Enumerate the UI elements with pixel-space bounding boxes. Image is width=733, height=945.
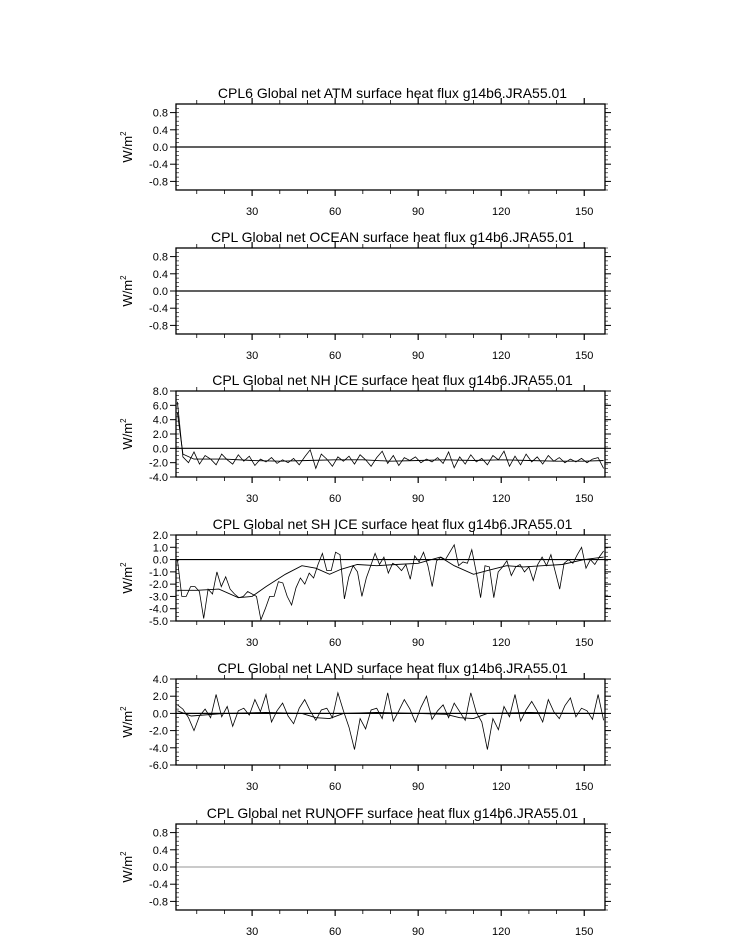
y-tick-label: -0.8 xyxy=(149,176,168,189)
y-tick-label: 4.0 xyxy=(152,414,168,427)
y-tick-label: -4.0 xyxy=(149,742,168,755)
panel-3 xyxy=(119,372,611,505)
x-tick-label: 90 xyxy=(412,781,425,793)
x-tick-label: 120 xyxy=(492,493,511,505)
y-tick-label: -0.8 xyxy=(149,896,168,909)
x-tick-label: 120 xyxy=(492,350,511,362)
y-tick-label: -2.0 xyxy=(149,457,168,470)
y-axis-label-superscript: 2 xyxy=(119,131,128,136)
y-tick-label: 0.0 xyxy=(152,862,168,874)
y-tick-label: 2.0 xyxy=(152,530,168,542)
panel-5 xyxy=(119,660,611,793)
panel-1 xyxy=(119,85,611,218)
y-tick-label: -2.0 xyxy=(149,579,168,592)
y-tick-label: 4.0 xyxy=(152,674,168,686)
y-tick-label: 0.0 xyxy=(152,708,168,721)
y-tick-label: 0.4 xyxy=(152,124,168,137)
y-axis-label: $W/m^2$ xyxy=(119,562,135,594)
x-tick-label: 120 xyxy=(492,926,511,938)
x-tick-label: 60 xyxy=(329,206,342,218)
y-tick-label: -0.4 xyxy=(149,879,168,892)
panel-title: CPL Global net SH ICE surface heat flux g14b6.JRA55.01 xyxy=(212,516,573,532)
x-tick-label: 90 xyxy=(412,493,425,505)
panel-title: CPL Global net OCEAN surface heat flux g14b6.JRA55.01 xyxy=(211,229,574,245)
y-tick-label: -5.0 xyxy=(149,616,168,628)
y-tick-label: -2.0 xyxy=(149,725,168,738)
panel-title: CPL Global net LAND surface heat flux g14b6.JRA55.01 xyxy=(217,660,568,676)
panel-title: CPL6 Global net ATM surface heat flux g14b6.JRA55.01 xyxy=(217,85,568,101)
y-tick-label: -3.0 xyxy=(149,591,168,604)
y-tick-label: -0.4 xyxy=(149,159,168,172)
x-tick-label: 150 xyxy=(575,206,594,218)
y-axis-label: $W/m^2$ xyxy=(119,851,135,883)
y-tick-label: 0.0 xyxy=(152,443,168,456)
x-tick-label: 90 xyxy=(412,926,425,938)
y-tick-label: -1.0 xyxy=(149,566,168,579)
x-tick-label: 60 xyxy=(329,926,342,938)
series-line-smoothed xyxy=(177,711,603,719)
x-tick-label: 30 xyxy=(245,637,259,649)
y-tick-label: -0.4 xyxy=(149,303,168,316)
y-tick-label: -4.0 xyxy=(149,472,168,484)
x-tick-label: 90 xyxy=(412,206,425,218)
x-tick-label: 30 xyxy=(245,493,259,505)
y-tick-label: 2.0 xyxy=(152,429,168,441)
y-axis-label: $W/m^2$ xyxy=(119,131,135,163)
y-tick-label: 0.4 xyxy=(152,268,168,281)
x-tick-label: 120 xyxy=(492,206,511,218)
y-tick-label: -4.0 xyxy=(149,603,168,616)
x-tick-label: 60 xyxy=(329,350,342,362)
series-line-smoothed xyxy=(177,557,603,598)
y-axis-label-superscript: 2 xyxy=(119,851,128,856)
y-tick-label: 6.0 xyxy=(152,400,168,413)
x-tick-label: 90 xyxy=(412,637,425,649)
x-tick-label: 60 xyxy=(329,493,342,505)
plot-frame xyxy=(176,391,605,477)
y-tick-label: -0.8 xyxy=(149,320,168,333)
y-tick-label: 0.4 xyxy=(152,844,168,857)
x-tick-label: 150 xyxy=(575,926,594,938)
panel-2 xyxy=(119,229,611,362)
x-tick-label: 150 xyxy=(575,781,594,793)
x-tick-label: 60 xyxy=(329,781,342,793)
y-tick-label: 0.8 xyxy=(152,251,168,264)
y-tick-label: 0.0 xyxy=(152,142,168,154)
x-tick-label: 30 xyxy=(245,206,259,218)
series-line-smoothed xyxy=(177,413,603,462)
x-tick-label: 120 xyxy=(492,637,511,649)
y-tick-label: 0.0 xyxy=(152,286,168,298)
x-tick-label: 150 xyxy=(575,493,594,505)
x-tick-label: 120 xyxy=(492,781,511,793)
x-tick-label: 150 xyxy=(575,637,594,649)
panel-6 xyxy=(119,805,611,938)
x-tick-label: 30 xyxy=(245,926,259,938)
y-tick-label: 0.8 xyxy=(152,827,168,840)
y-axis-label: $W/m^2$ xyxy=(119,275,135,307)
y-axis-label-superscript: 2 xyxy=(119,706,128,711)
plot-frame xyxy=(176,535,605,621)
panel-4 xyxy=(119,516,611,649)
plot-frame xyxy=(176,679,605,765)
x-tick-label: 30 xyxy=(245,350,259,362)
y-tick-label: 1.0 xyxy=(152,542,168,555)
series-line-annual xyxy=(177,693,603,750)
x-tick-label: 30 xyxy=(245,781,259,793)
panel-title: CPL Global net RUNOFF surface heat flux g14b6.JRA55.01 xyxy=(206,805,579,821)
y-axis-label-superscript: 2 xyxy=(119,275,128,280)
y-axis-label-superscript: 2 xyxy=(119,418,128,423)
y-axis-label: $W/m^2$ xyxy=(119,418,135,450)
series-line-annual xyxy=(177,402,603,469)
series-line-annual xyxy=(177,545,603,620)
y-axis-label: $W/m^2$ xyxy=(119,706,135,738)
panel-title: CPL Global net NH ICE surface heat flux g14b6.JRA55.01 xyxy=(212,372,573,388)
y-tick-label: 8.0 xyxy=(152,386,168,398)
x-tick-label: 90 xyxy=(412,350,425,362)
y-tick-label: 0.8 xyxy=(152,107,168,120)
y-tick-label: -6.0 xyxy=(149,760,168,772)
y-tick-label: 2.0 xyxy=(152,691,168,704)
x-tick-label: 60 xyxy=(329,637,342,649)
x-tick-label: 150 xyxy=(575,350,594,362)
y-tick-label: 0.0 xyxy=(152,554,168,567)
y-axis-label-superscript: 2 xyxy=(119,562,128,567)
